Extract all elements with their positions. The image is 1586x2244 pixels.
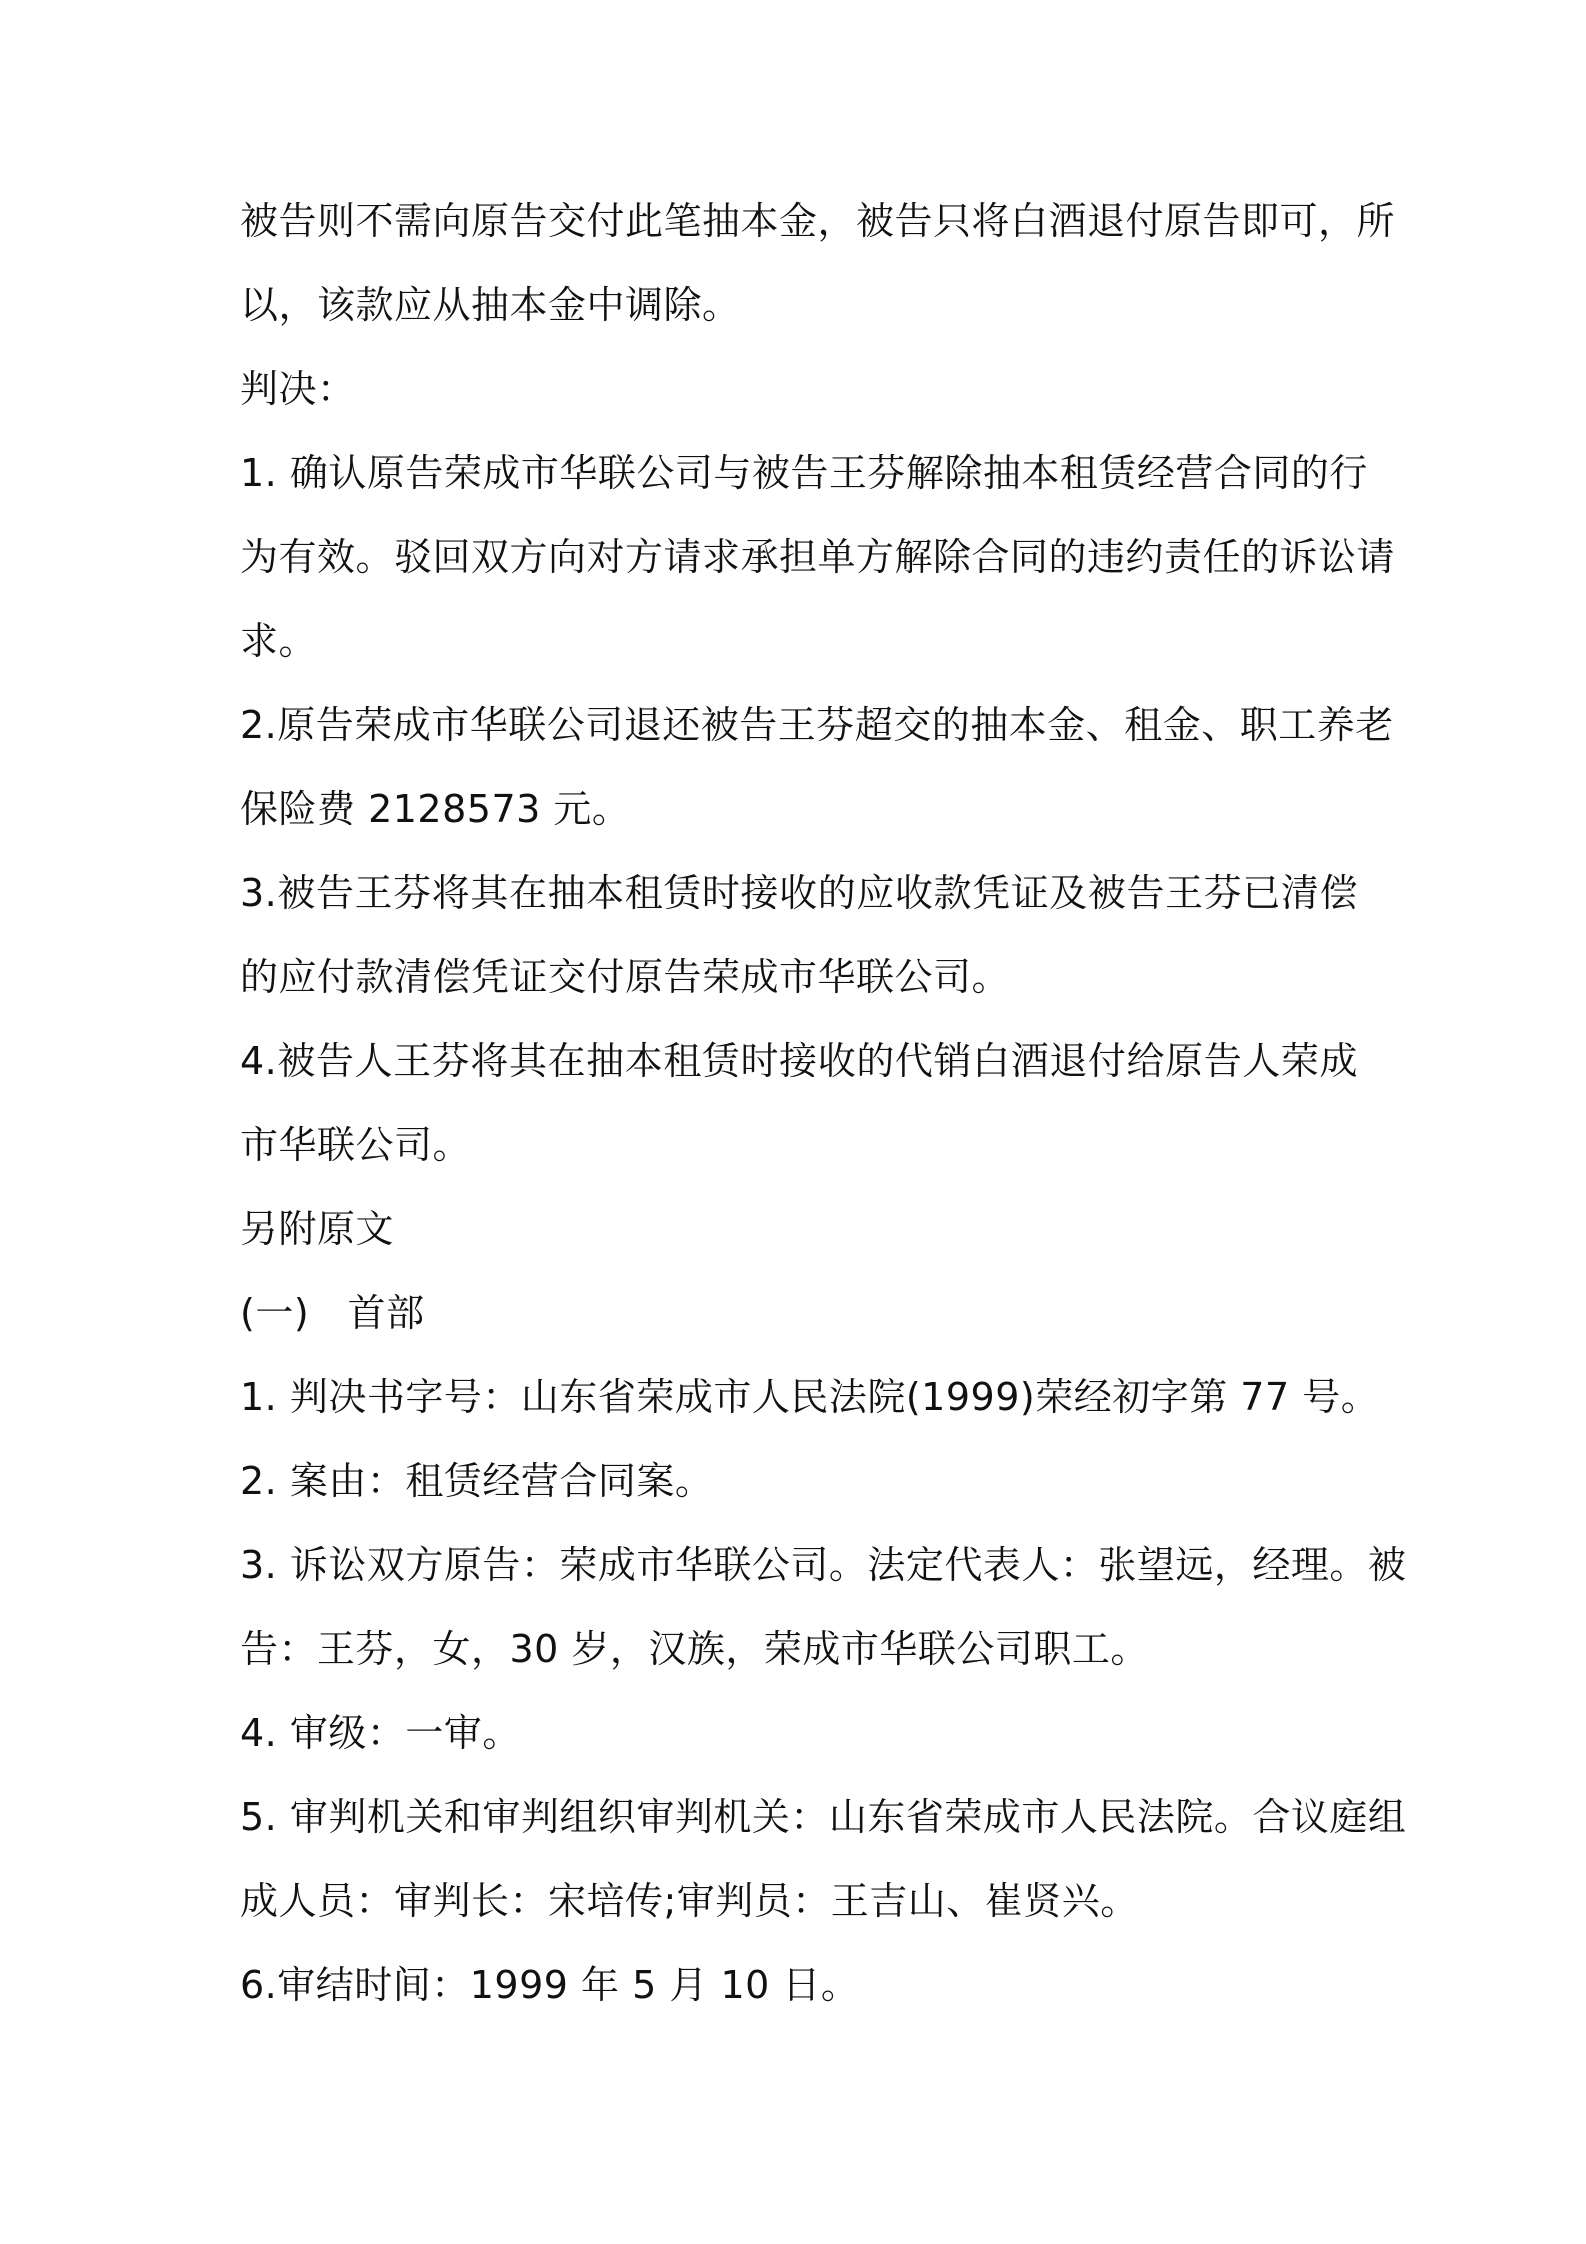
- text-line-16: 2. 案由：租赁经营合同案。: [240, 1459, 714, 1503]
- text-line-19: 4. 审级：一审。: [240, 1711, 521, 1755]
- text-line-22: 6.审结时间：1999 年 5 月 10 日。: [240, 1963, 860, 2007]
- text-line-15: 1. 判决书字号：山东省荣成市人民法院(1999)荣经初字第 77 号。: [240, 1375, 1380, 1419]
- text-line-14: (一) 首部: [240, 1291, 425, 1335]
- text-line-11: 4.被告人王芬将其在抽本租赁时接收的代销白酒退付给原告人荣成: [240, 1039, 1358, 1083]
- text-line-13: 另附原文: [240, 1207, 395, 1251]
- text-line-1: 被告则不需向原告交付此笔抽本金，被告只将白酒退付原告即可，所: [240, 199, 1396, 243]
- text-line-12: 市华联公司。: [240, 1123, 472, 1167]
- text-line-8: 保险费 2128573 元。: [240, 787, 631, 831]
- text-line-21: 成人员：审判长：宋培传;审判员：王吉山、崔贤兴。: [240, 1879, 1139, 1923]
- text-line-2: 以，该款应从抽本金中调除。: [240, 283, 741, 327]
- text-line-18: 告：王芬，女，30 岁，汉族，荣成市华联公司职工。: [240, 1627, 1149, 1671]
- text-line-20: 5. 审判机关和审判组织审判机关：山东省荣成市人民法院。合议庭组: [240, 1795, 1407, 1839]
- text-line-4: 1. 确认原告荣成市华联公司与被告王芬解除抽本租赁经营合同的行: [240, 451, 1368, 495]
- text-line-5: 为有效。驳回双方向对方请求承担单方解除合同的违约责任的诉讼请: [240, 535, 1396, 579]
- text-line-17: 3. 诉讼双方原告：荣成市华联公司。法定代表人：张望远，经理。被: [240, 1543, 1407, 1587]
- text-line-7: 2.原告荣成市华联公司退还被告王芬超交的抽本金、租金、职工养老: [240, 703, 1394, 747]
- text-line-6: 求。: [240, 619, 318, 663]
- text-line-10: 的应付款清偿凭证交付原告荣成市华联公司。: [240, 955, 1011, 999]
- text-line-3: 判决：: [240, 367, 356, 411]
- text-line-9: 3.被告王芬将其在抽本租赁时接收的应收款凭证及被告王芬已清偿: [240, 871, 1358, 915]
